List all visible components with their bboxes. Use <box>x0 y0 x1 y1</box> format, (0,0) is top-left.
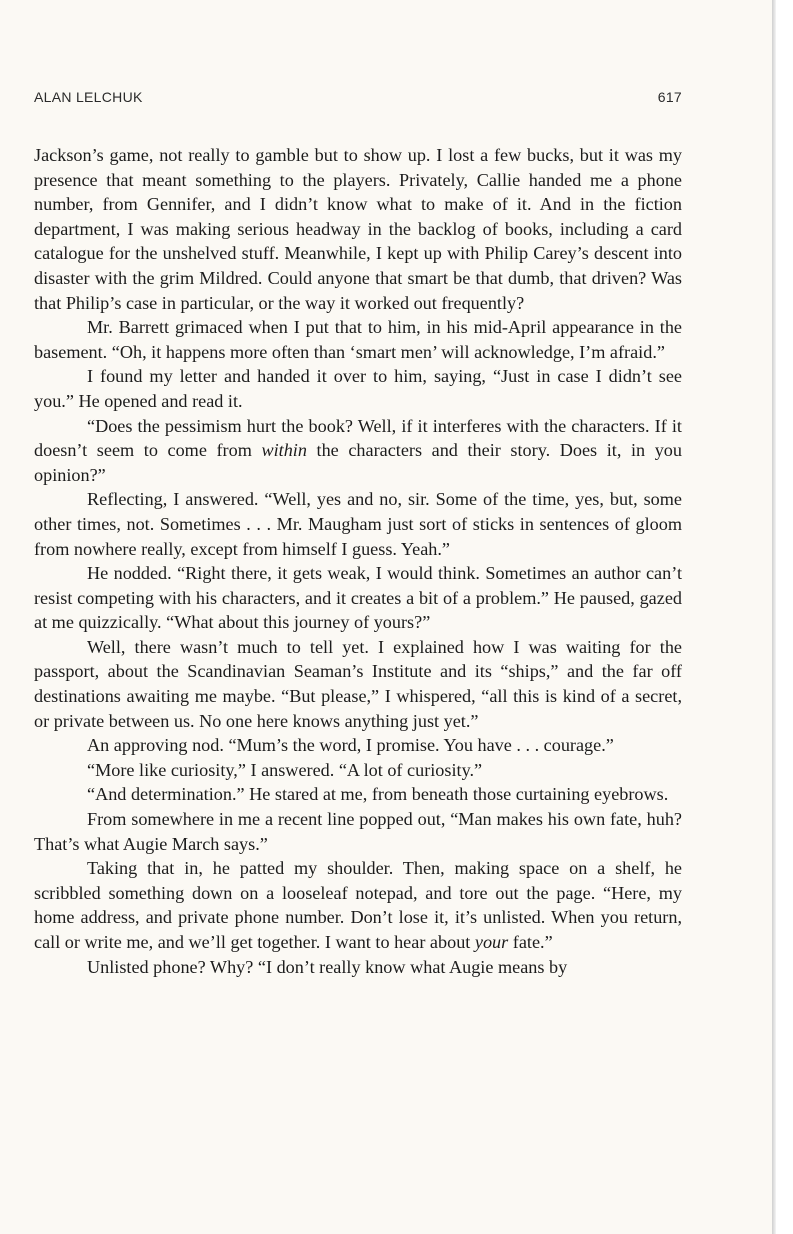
paragraph-12-text-end: fate.” <box>508 932 553 952</box>
paragraph-10: “And determination.” He stared at me, from beneath those curtaining eyebrows. <box>87 784 669 805</box>
paragraph-9: “More like curiosity,” I answered. “A lot of curiosity.” <box>87 759 483 780</box>
page-edge <box>772 0 776 1234</box>
paragraph-12 <box>34 856 682 954</box>
paragraph-8: An approving nod. “Mum’s the word, I promise. You have . . . courage.” <box>87 735 614 756</box>
paragraph-3: I found my letter and handed it over to him, saying, “Just in case I didn’t see you.” He opened and read it. <box>34 366 682 411</box>
paragraph-1: Jackson’s game, not really to gamble but to show up. I lost a few bucks, but it was my presence that meant something to the players. Privately, Callie handed me a phone number, from Gennifer, and I didn’t know what to make of it. And in the fiction department, I was making serious headway in the backlog of books, including a card catalogue for the unshelved stuff. Meanwhile, I kept up with Philip Carey’s descent into disaster with the grim Mildred. Could anyone that smart be that dumb, that driven? Was that Philip’s case in particular, or the way it worked out frequently? <box>34 145 682 313</box>
paragraph-4-text-end: the characters and their story. Does it, in you opinion?” <box>34 440 682 485</box>
paragraph-4-text: “Does the pessimism hurt the book? Well, if it interferes with the characters. If it doesn’t seem to come from <box>34 415 682 461</box>
paragraph-5: Reflecting, I answered. “Well, yes and no, sir. Some of the time, yes, but, some other times, not. Sometimes . . . Mr. Maugham just sort of sticks in sentences of gloom from nowhere really, except from himself I guess. Yeah.” <box>34 489 682 559</box>
emphasis-your: your <box>474 932 509 952</box>
page-number: 617 <box>657 89 682 105</box>
body-text <box>34 143 682 979</box>
paragraph-13: Unlisted phone? Why? “I don’t really know what Augie means by <box>87 956 568 977</box>
paragraph-2: Mr. Barrett grimaced when I put that to him, in his mid-April appearance in the basement. “Oh, it happens more often than ‘smart men’ will acknowledge, I’m afraid.” <box>34 317 682 362</box>
paragraph-12-text: Taking that in, he patted my shoulder. Then, making space on a shelf, he scribbled something down on a looseleaf notepad, and tore out the page. “Here, my home address, and private phone number. Don’t lose it, it’s unlisted. When you return, call or write me, and we’ll get together. I want to hear about <box>34 858 682 952</box>
paragraph-6: He nodded. “Right there, it gets weak, I would think. Sometimes an author can’t resist competing with his characters, and it creates a bit of a problem.” He paused, gazed at me quizzically. “What about this journey of yours?” <box>34 563 682 633</box>
running-head-author: ALAN LELCHUK <box>34 89 143 105</box>
paragraph-7: Well, there wasn’t much to tell yet. I explained how I was waiting for the passport, about the Scandinavian Seaman’s Institute and its “ships,” and the far off destinations awaiting me maybe. “But please,” I whispered, “all this is kind of a secret, or private between us. No one here knows anything just yet.” <box>34 636 682 731</box>
paragraph-11: From somewhere in me a recent line popped out, “Man makes his own fate, huh? That’s what Augie March says.” <box>34 809 682 854</box>
paragraph-4 <box>34 414 682 488</box>
emphasis-within: within <box>261 440 307 461</box>
